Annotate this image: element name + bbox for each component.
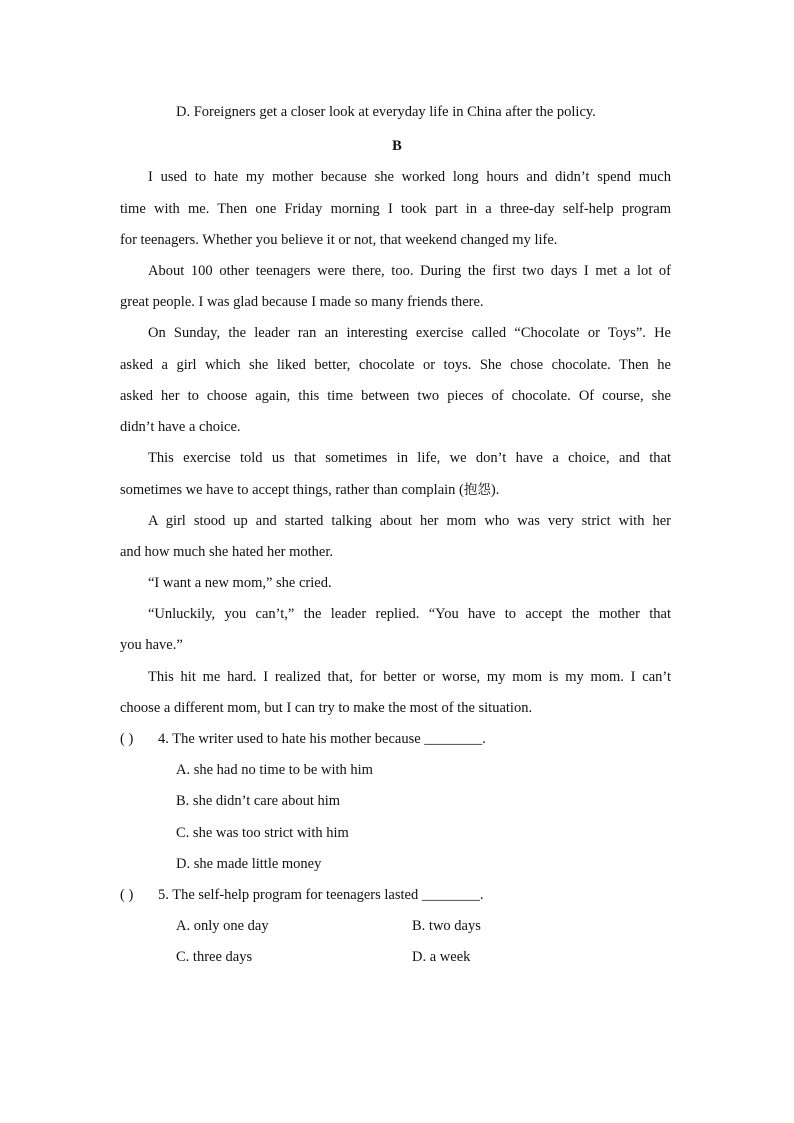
passage-p8-line1: This hit me hard. I realized that, for better or worse, my mom is my mom. I can’t [148, 669, 671, 685]
passage-p4-line2 [120, 481, 499, 499]
passage-p2-line1: About 100 other teenagers were there, too. During the first two days I met a lot of [148, 263, 671, 279]
passage-p8-line2: choose a different mom, but I can try to make the most of the situation. [120, 700, 533, 716]
q5-answer-bracket[interactable]: ( ) [120, 887, 134, 903]
q4-answer-bracket[interactable]: ( ) [120, 731, 134, 747]
passage-p1-line3: for teenagers. Whether you believe it or not, that weekend changed my life. [120, 232, 558, 248]
passage-p3-line1: On Sunday, the leader ran an interesting exercise called “Chocolate or Toys”. He [148, 325, 671, 341]
passage-p7-line2: you have.” [120, 637, 183, 653]
q4-option-b: B. she didn’t care about him [176, 793, 341, 809]
passage-p6: “I want a new mom,” she cried. [148, 575, 332, 591]
passage-p3-line2: asked a girl which she liked better, chocolate or toys. She chose chocolate. Then he [120, 357, 671, 373]
passage-p1-line2: time with me. Then one Friday morning I took part in a three-day self-help program [120, 201, 671, 217]
q4-stem: 4. The writer used to hate his mother because ________. [158, 731, 486, 747]
q4-option-a: A. she had no time to be with him [176, 762, 373, 778]
section-title: B [392, 138, 402, 154]
q5-option-b: B. two days [412, 918, 481, 934]
q5-stem: 5. The self-help program for teenagers lasted ________. [158, 887, 484, 903]
passage-p4-line1: This exercise told us that sometimes in life, we don’t have a choice, and that [148, 450, 671, 466]
previous-question-option-d: D. Foreigners get a closer look at everyday life in China after the policy. [176, 104, 596, 120]
q5-option-c: C. three days [176, 949, 253, 965]
passage-p4-chinese-gloss: 抱怨 [463, 482, 491, 498]
passage-p7-line1: “Unluckily, you can’t,” the leader replied. “You have to accept the mother that [148, 606, 671, 622]
passage-p5-line2: and how much she hated her mother. [120, 544, 334, 560]
passage-p4-line2-end: ). [490, 482, 500, 498]
passage-p3-line3: asked her to choose again, this time between two pieces of chocolate. Of course, she [120, 388, 671, 404]
passage-p5-line1: A girl stood up and started talking about her mom who was very strict with her [148, 513, 671, 529]
q5-option-a: A. only one day [176, 918, 269, 934]
passage-p2-line2: great people. I was glad because I made so many friends there. [120, 294, 484, 310]
passage-p3-line4: didn’t have a choice. [120, 419, 241, 435]
passage-p4-line2-text: sometimes we have to accept things, rather than complain ( [120, 482, 464, 498]
q4-option-d: D. she made little money [176, 856, 322, 872]
q4-option-c: C. she was too strict with him [176, 825, 349, 841]
q5-option-d: D. a week [412, 949, 471, 965]
passage-p1-line1: I used to hate my mother because she worked long hours and didn’t spend much [148, 169, 671, 185]
